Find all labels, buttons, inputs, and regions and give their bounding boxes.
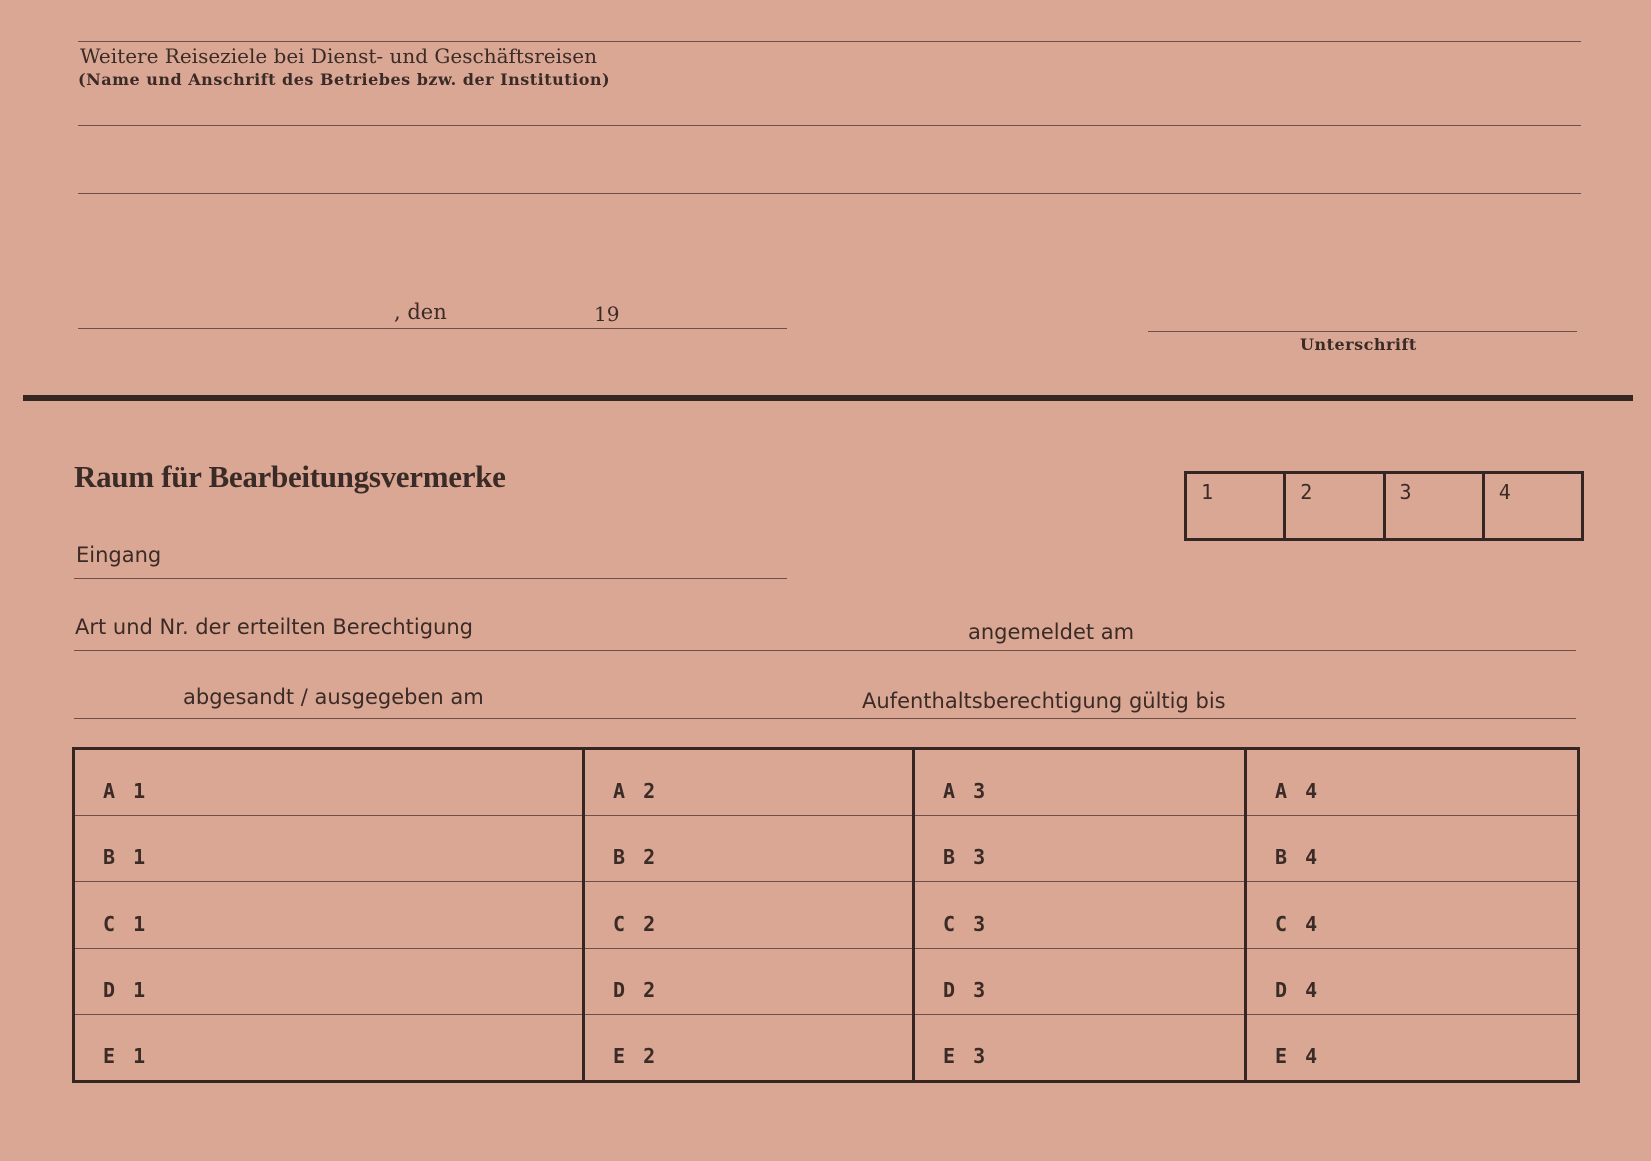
grid-cell[interactable] (915, 816, 1244, 882)
grid-cell[interactable] (585, 882, 912, 948)
grid-cell-label: C 2 (613, 911, 659, 936)
grid-cell-label: A 4 (1275, 779, 1321, 804)
grid-cell[interactable] (1247, 816, 1577, 882)
top-rule (78, 41, 1581, 42)
grid-cell-label: B 2 (613, 845, 659, 870)
address-line-2[interactable] (78, 193, 1581, 194)
berechtigung-line[interactable] (74, 650, 1576, 651)
processing-heading: Raum für Bearbeitungsvermerke (74, 459, 506, 494)
grid-cell-label: A 3 (943, 779, 989, 804)
grid-column-1 (75, 750, 582, 1080)
grid-cell-label: A 1 (103, 779, 149, 804)
grid-cell[interactable] (75, 949, 582, 1015)
grid-cell-label: E 3 (943, 1044, 989, 1069)
grid-cell[interactable] (585, 750, 912, 816)
number-box-label: 4 (1498, 480, 1511, 504)
grid-cell[interactable] (1247, 949, 1577, 1015)
processing-grid (72, 747, 1580, 1083)
eingang-line[interactable] (74, 578, 787, 579)
number-box-1[interactable] (1187, 474, 1283, 538)
signature-label: Unterschrift (1300, 335, 1417, 354)
address-line-1[interactable] (78, 125, 1581, 126)
grid-cell[interactable] (75, 1015, 582, 1080)
grid-cell-label: B 1 (103, 845, 149, 870)
travel-subtitle: (Name und Anschrift des Betriebes bzw. der Institution) (78, 70, 611, 89)
grid-cell[interactable] (75, 882, 582, 948)
grid-column-2 (582, 750, 912, 1080)
grid-cell-label: C 3 (943, 911, 989, 936)
grid-cell[interactable] (75, 816, 582, 882)
grid-cell-label: C 4 (1275, 911, 1321, 936)
number-boxes (1184, 471, 1584, 541)
date-year-label: 19 (594, 302, 620, 326)
grid-cell[interactable] (915, 882, 1244, 948)
grid-cell-label: B 3 (943, 845, 989, 870)
grid-cell[interactable] (1247, 750, 1577, 816)
grid-cell-label: E 1 (103, 1044, 149, 1069)
signature-line[interactable] (1148, 331, 1577, 332)
section-divider (23, 395, 1633, 401)
grid-cell-label: D 3 (943, 977, 989, 1002)
number-box-4[interactable] (1482, 474, 1581, 538)
grid-column-4 (1244, 750, 1577, 1080)
grid-cell[interactable] (915, 949, 1244, 1015)
grid-column-3 (912, 750, 1244, 1080)
number-box-label: 1 (1201, 480, 1214, 504)
grid-cell-label: A 2 (613, 779, 659, 804)
number-box-label: 2 (1300, 480, 1313, 504)
number-box-label: 3 (1399, 480, 1412, 504)
grid-cell-label: E 4 (1275, 1044, 1321, 1069)
grid-cell[interactable] (75, 750, 582, 816)
grid-cell[interactable] (1247, 1015, 1577, 1080)
grid-cell[interactable] (915, 750, 1244, 816)
abgesandt-line[interactable] (74, 718, 1576, 719)
grid-cell-label: C 1 (103, 911, 149, 936)
aufenthalt-label: Aufenthaltsberechtigung gültig bis (862, 689, 1226, 713)
number-box-3[interactable] (1383, 474, 1482, 538)
grid-cell-label: D 2 (613, 977, 659, 1002)
art-nr-label: Art und Nr. der erteilten Berechtigung (75, 615, 473, 639)
angemeldet-label: angemeldet am (968, 620, 1135, 644)
grid-cell-label: E 2 (613, 1044, 659, 1069)
eingang-label: Eingang (76, 543, 162, 567)
travel-title: Weitere Reiseziele bei Dienst- und Geschäftsreisen (80, 44, 597, 68)
number-box-2[interactable] (1283, 474, 1382, 538)
place-date-line[interactable] (78, 328, 787, 329)
grid-cell[interactable] (585, 816, 912, 882)
grid-cell[interactable] (915, 1015, 1244, 1080)
grid-cell-label: D 4 (1275, 977, 1321, 1002)
grid-cell-label: B 4 (1275, 845, 1321, 870)
grid-cell[interactable] (585, 1015, 912, 1080)
grid-cell[interactable] (585, 949, 912, 1015)
grid-cell[interactable] (1247, 882, 1577, 948)
grid-cell-label: D 1 (103, 977, 149, 1002)
date-den-label: , den (394, 300, 447, 324)
abgesandt-label: abgesandt / ausgegeben am (183, 685, 484, 709)
